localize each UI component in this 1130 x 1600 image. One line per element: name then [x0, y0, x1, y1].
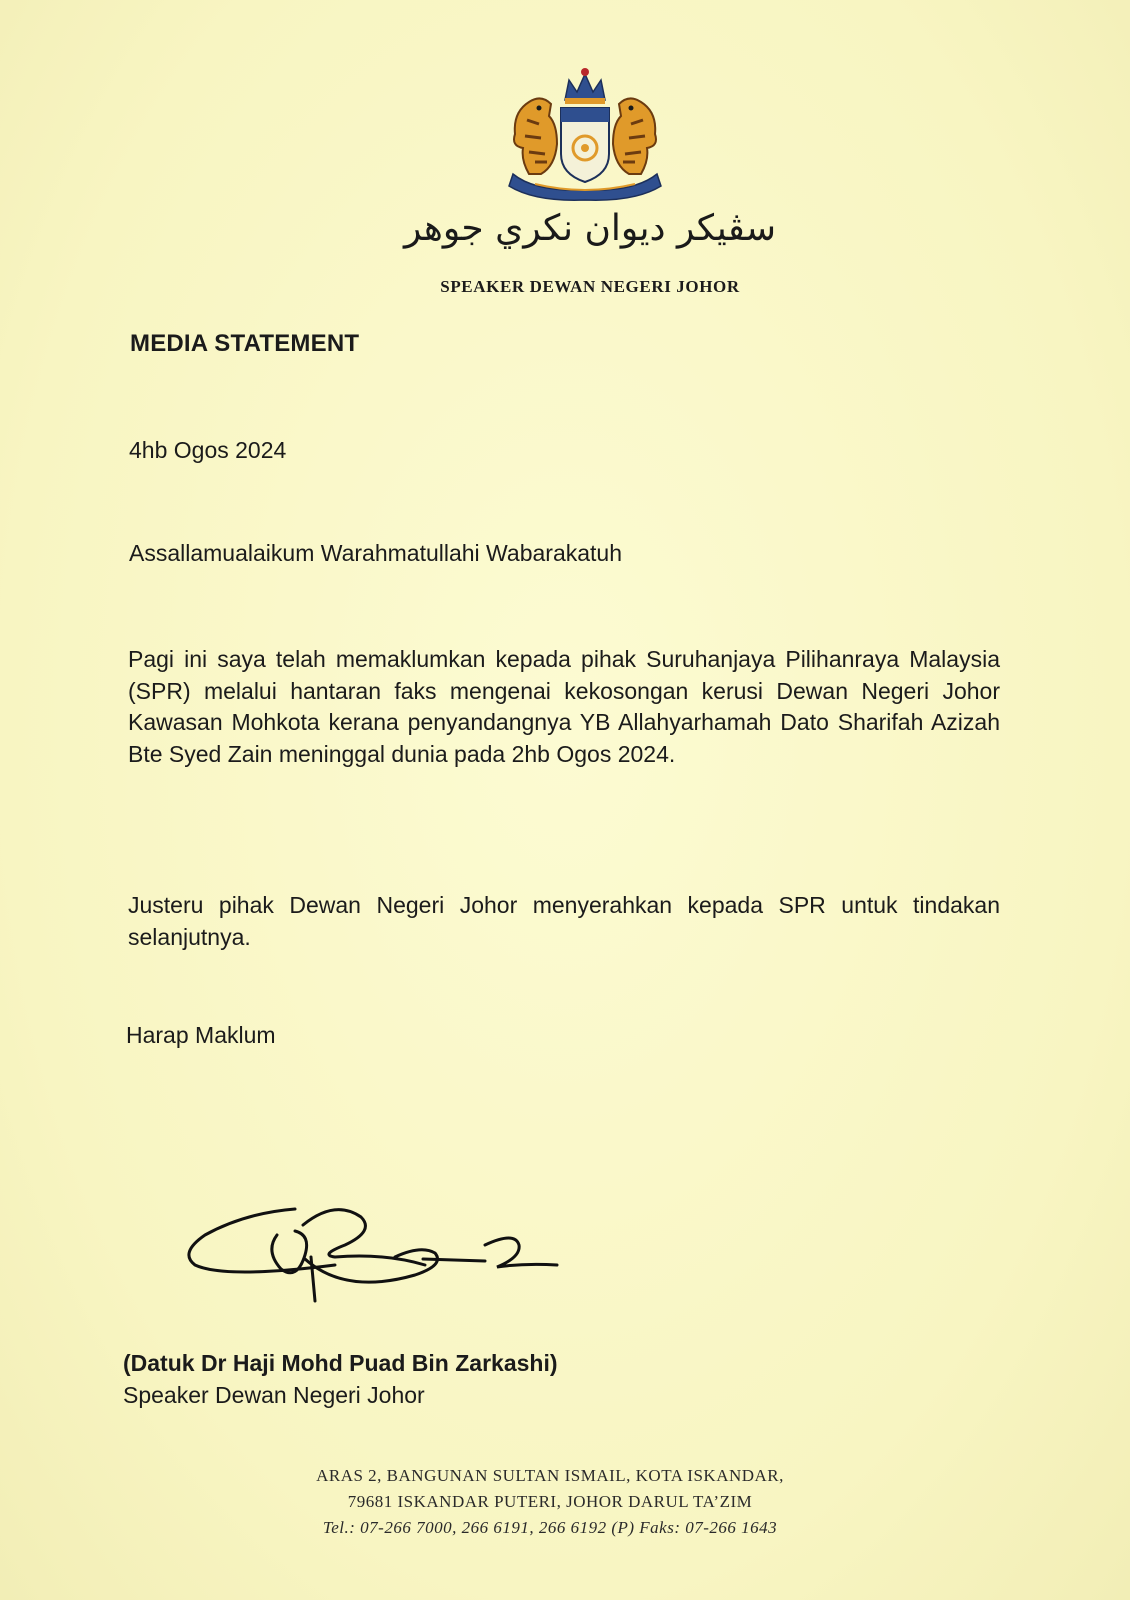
signatory-name: (Datuk Dr Haji Mohd Puad Bin Zarkashi) — [123, 1350, 558, 1376]
footer-address-line1: ARAS 2, BANGUNAN SULTAN ISMAIL, KOTA ISKANDAR, — [316, 1466, 784, 1485]
statement-heading: MEDIA STATEMENT — [130, 330, 360, 357]
johor-coat-of-arms-icon — [495, 62, 675, 202]
handwritten-signature — [185, 1195, 565, 1325]
statement-closing: Harap Maklum — [126, 1022, 276, 1048]
footer-contact: Tel.: 07-266 7000, 266 6191, 266 6192 (P) Faks: 07-266 1643 — [322, 1518, 778, 1537]
statement-greeting: Assallamualaikum Warahmatullahi Wabarakatuh — [129, 540, 623, 566]
statement-paragraph: Pagi ini saya telah memaklumkan kepada pihak Suruhanjaya Pilihanraya Malaysia (SPR) melalui hantaran faks mengenai kekosongan kerusi Dewan Negeri Johor Kawasan Mohkota kerana penyandangnya YB Allahyarhamah Dato Sharifah Azizah Bte Syed Zain meninggal dunia pada 2hb Ogos 2024. — [128, 646, 1000, 767]
footer-address-line2: 79681 ISKANDAR PUTERI, JOHOR DARUL TA’ZIM — [347, 1492, 753, 1511]
signatory-title: Speaker Dewan Negeri Johor — [123, 1382, 425, 1408]
statement-paragraph: Justeru pihak Dewan Negeri Johor menyerahkan kepada SPR untuk tindakan selanjutnya. — [128, 892, 1000, 950]
letterhead-jawi-title: سڤيکر ديوان نکري جوهر — [403, 208, 777, 249]
letterhead-office-name: SPEAKER DEWAN NEGERI JOHOR — [440, 277, 740, 296]
statement-date: 4hb Ogos 2024 — [129, 437, 287, 463]
